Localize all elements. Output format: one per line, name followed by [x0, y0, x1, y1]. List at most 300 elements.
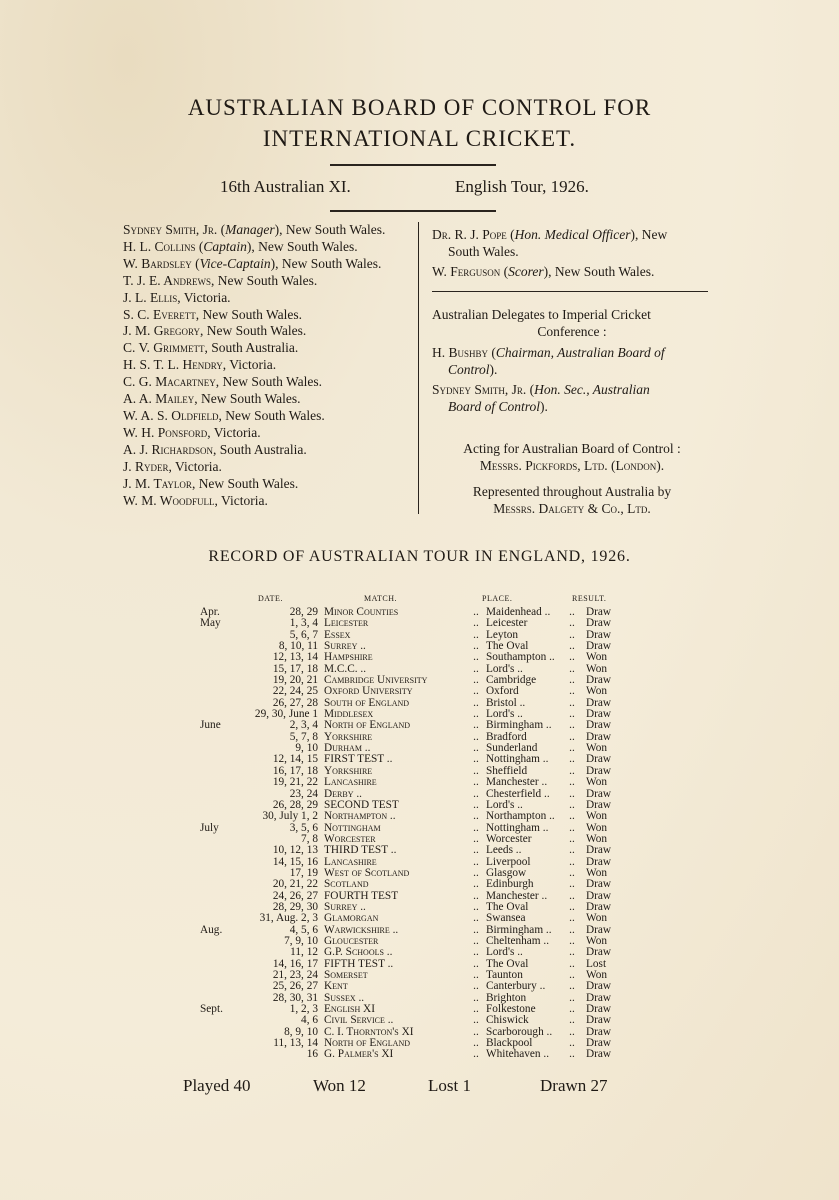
match-place: Liverpool — [486, 855, 531, 868]
leader-dots: .. — [473, 957, 479, 970]
match-result: Won — [586, 776, 608, 789]
match-result: Won — [586, 685, 608, 698]
match-place: Whitehaven .. — [486, 1048, 550, 1061]
match-opponent: FIRST TEST .. — [324, 753, 393, 766]
match-month — [200, 732, 244, 743]
match-opponent: Middlesex — [324, 708, 374, 721]
leader-dots: .. — [569, 742, 575, 755]
match-month — [200, 641, 244, 652]
leader-dots: .. — [473, 923, 479, 936]
match-place: Bristol .. — [486, 696, 526, 709]
match-result: Draw — [586, 923, 612, 936]
delegates-heading-a: Australian Delegates to Imperial Cricket — [432, 307, 651, 322]
leader-dots: .. — [569, 708, 575, 721]
match-opponent: Kent — [324, 980, 348, 993]
total-drawn: Drawn 27 — [540, 1076, 608, 1095]
match-result: Draw — [586, 606, 612, 618]
match-result: Draw — [586, 719, 612, 732]
leader-dots: .. — [473, 1025, 479, 1038]
match-month — [200, 1049, 244, 1060]
table-row — [200, 981, 636, 992]
match-place: Swansea — [486, 912, 526, 925]
match-result: Draw — [586, 708, 612, 721]
match-month — [200, 754, 244, 765]
match-result: Draw — [586, 878, 612, 891]
match-opponent: Durham .. — [324, 742, 371, 755]
match-month: Apr. — [200, 606, 220, 618]
match-result: Draw — [586, 1003, 612, 1016]
match-date: 8, 10, 11 — [278, 640, 318, 653]
match-opponent: FOURTH TEST — [324, 889, 399, 902]
delegate-smith: Sydney Smith, Jr. (Hon. Sec., Australian — [432, 382, 650, 397]
match-month — [200, 664, 244, 675]
match-date: 26, 27, 28 — [272, 696, 318, 709]
match-place: The Oval — [486, 957, 529, 970]
match-month — [200, 789, 244, 800]
total-played: Played 40 — [183, 1076, 251, 1095]
match-place: Canterbury .. — [486, 980, 546, 993]
match-date: 8, 9, 10 — [284, 1025, 318, 1038]
title-rule — [330, 164, 496, 166]
match-result: Draw — [586, 900, 612, 913]
match-place: Chesterfield .. — [486, 787, 550, 800]
leader-dots: .. — [569, 866, 575, 879]
match-result: Won — [586, 651, 608, 664]
match-date: 7, 8 — [301, 832, 318, 845]
leader-dots: .. — [569, 764, 575, 777]
roster-entry: J. M. Gregory, New South Wales. — [123, 323, 307, 339]
leader-dots: .. — [473, 855, 479, 868]
leader-dots: .. — [473, 798, 479, 811]
match-place: Edinburgh — [486, 878, 534, 891]
acting-block — [432, 440, 712, 517]
match-date: 21, 23, 24 — [272, 969, 318, 981]
match-date: 17, 19 — [289, 866, 318, 879]
match-opponent: South of England — [324, 696, 410, 709]
main-title — [0, 92, 839, 154]
match-place: Leeds .. — [486, 844, 522, 857]
leader-dots: .. — [473, 753, 479, 766]
leader-dots: .. — [569, 719, 575, 732]
table-row — [200, 777, 636, 788]
main-title-line-2: INTERNATIONAL CRICKET. — [262, 126, 577, 151]
match-date: 25, 26, 27 — [272, 980, 318, 993]
leader-dots: .. — [473, 719, 479, 732]
match-month: June — [200, 719, 221, 732]
leader-dots: .. — [569, 912, 575, 925]
match-month — [200, 800, 244, 811]
match-result: Won — [586, 662, 608, 675]
match-result: Draw — [586, 980, 612, 993]
roster-entry: H. S. T. L. Hendry, Victoria. — [123, 357, 277, 373]
match-place: Brighton — [486, 991, 527, 1004]
leader-dots: .. — [473, 832, 479, 845]
header-date: DATE. — [258, 594, 283, 603]
roster-entry: W. M. Woodfull, Victoria. — [123, 492, 268, 508]
match-opponent: Surrey .. — [324, 900, 366, 913]
match-date: 16 — [306, 1048, 318, 1061]
match-date: 3, 5, 6 — [289, 821, 318, 834]
leader-dots: .. — [569, 1025, 575, 1038]
match-opponent: Cambridge University — [324, 674, 428, 687]
leader-dots: .. — [569, 628, 575, 641]
leader-dots: .. — [473, 662, 479, 675]
match-opponent: Civil Service .. — [324, 1014, 394, 1027]
match-month — [200, 1015, 244, 1026]
match-result: Won — [586, 821, 608, 834]
match-result: Draw — [586, 628, 612, 641]
match-month — [200, 652, 244, 663]
match-place: Lord's .. — [486, 946, 523, 959]
leader-dots: .. — [473, 866, 479, 879]
match-place: Sheffield — [486, 764, 528, 777]
match-opponent: Minor Counties — [324, 606, 399, 618]
delegate-bushby: H. Bushby (Chairman, Australian Board of — [432, 345, 665, 360]
match-date: 12, 13, 14 — [272, 651, 318, 664]
match-month — [200, 777, 244, 788]
match-record-table — [200, 607, 636, 1061]
leader-dots: .. — [569, 889, 575, 902]
match-place: Lord's .. — [486, 798, 523, 811]
match-place: Chiswick — [486, 1014, 529, 1027]
match-opponent: English XI — [324, 1003, 375, 1016]
leader-dots: .. — [473, 821, 479, 834]
match-place: Folkestone — [486, 1003, 536, 1016]
match-date: 22, 24, 25 — [272, 685, 318, 698]
match-date: 16, 17, 18 — [272, 764, 318, 777]
match-place: Nottingham .. — [486, 821, 549, 834]
total-lost: Lost 1 — [428, 1076, 471, 1095]
match-date: 7, 9, 10 — [284, 934, 318, 947]
match-result: Draw — [586, 787, 612, 800]
match-month — [200, 845, 244, 856]
match-result: Won — [586, 866, 608, 879]
leader-dots: .. — [569, 900, 575, 913]
roster-entry: C. G. Macartney, New South Wales. — [123, 374, 322, 390]
header-match: MATCH. — [364, 594, 398, 603]
match-month: May — [200, 617, 221, 630]
match-place: Lord's .. — [486, 662, 523, 675]
header-result: RESULT. — [572, 594, 607, 603]
match-place: Leyton — [486, 628, 518, 641]
match-place: Nottingham .. — [486, 753, 549, 766]
match-place: The Oval — [486, 900, 529, 913]
match-result: Draw — [586, 855, 612, 868]
match-opponent: THIRD TEST .. — [324, 844, 397, 857]
match-result: Draw — [586, 674, 612, 687]
match-month — [200, 811, 244, 822]
leader-dots: .. — [473, 1014, 479, 1027]
leader-dots: .. — [569, 1003, 575, 1016]
leader-dots: .. — [569, 617, 575, 630]
match-month — [200, 857, 244, 868]
match-month — [200, 675, 244, 686]
match-month — [200, 766, 244, 777]
match-opponent: North of England — [324, 719, 411, 732]
leader-dots: .. — [473, 991, 479, 1004]
match-place: Manchester .. — [486, 776, 548, 789]
table-row — [200, 845, 636, 856]
match-result: Won — [586, 742, 608, 755]
match-month — [200, 936, 244, 947]
leader-dots: .. — [569, 832, 575, 845]
roster-entry: Sydney Smith, Jr. (Manager), New South Wales. — [123, 222, 386, 237]
leader-dots: .. — [473, 628, 479, 641]
match-month: Aug. — [200, 923, 223, 936]
roster-entry: J. L. Ellis, Victoria. — [123, 289, 231, 305]
match-result: Won — [586, 810, 608, 823]
leader-dots: .. — [473, 1003, 479, 1016]
match-opponent: Leicester — [324, 617, 369, 630]
match-place: Oxford — [486, 685, 519, 698]
match-result: Draw — [586, 1025, 612, 1038]
match-date: 26, 28, 29 — [272, 798, 318, 811]
match-opponent: West of Scotland — [324, 866, 410, 879]
roster-entry: J. M. Taylor, New South Wales. — [123, 475, 299, 491]
match-date: 30, July 1, 2 — [262, 810, 318, 823]
leader-dots: .. — [473, 810, 479, 823]
match-place: Lord's .. — [486, 708, 523, 721]
match-month — [200, 1038, 244, 1049]
roster-entry: W. A. S. Oldfield, New South Wales. — [123, 407, 325, 423]
delegates-block — [432, 306, 712, 415]
officials-rule — [432, 291, 708, 292]
match-result: Draw — [586, 798, 612, 811]
match-date: 28, 29 — [289, 606, 318, 618]
match-opponent: Oxford University — [324, 685, 413, 698]
match-month — [200, 981, 244, 992]
match-date: 11, 12 — [290, 946, 318, 959]
match-opponent: Lancashire — [324, 855, 377, 868]
leader-dots: .. — [569, 821, 575, 834]
match-date: 5, 7, 8 — [289, 730, 318, 743]
match-month — [200, 686, 244, 697]
match-place: Birmingham .. — [486, 719, 552, 732]
match-opponent: M.C.C. .. — [324, 662, 367, 675]
match-date: 15, 17, 18 — [272, 662, 318, 675]
match-result: Draw — [586, 991, 612, 1004]
leader-dots: .. — [473, 696, 479, 709]
match-result: Draw — [586, 640, 612, 653]
table-row — [200, 947, 636, 958]
leader-dots: .. — [569, 844, 575, 857]
leader-dots: .. — [569, 640, 575, 653]
leader-dots: .. — [473, 900, 479, 913]
match-date: 1, 2, 3 — [289, 1003, 318, 1016]
match-month: July — [200, 821, 219, 834]
leader-dots: .. — [473, 946, 479, 959]
match-date: 23, 24 — [289, 787, 318, 800]
match-month — [200, 891, 244, 902]
leader-dots: .. — [473, 742, 479, 755]
match-month — [200, 959, 244, 970]
match-date: 1, 3, 4 — [289, 617, 318, 630]
match-result: Won — [586, 832, 608, 845]
match-opponent: Yorkshire — [324, 764, 373, 777]
match-month — [200, 879, 244, 890]
match-opponent: Essex — [324, 628, 351, 641]
official-ferguson: W. Ferguson (Scorer), New South Wales. — [432, 264, 655, 279]
match-result: Draw — [586, 617, 612, 630]
match-date: 29, 30, June 1 — [254, 708, 318, 721]
leader-dots: .. — [473, 889, 479, 902]
match-date: 28, 29, 30 — [272, 900, 318, 913]
match-result: Draw — [586, 764, 612, 777]
match-date: 5, 6, 7 — [289, 628, 318, 641]
leader-dots: .. — [473, 1048, 479, 1061]
match-place: Bradford — [486, 730, 527, 743]
leader-dots: .. — [569, 878, 575, 891]
match-month: Sept. — [200, 1003, 223, 1016]
leader-dots: .. — [473, 787, 479, 800]
roster-entry: W. H. Ponsford, Victoria. — [123, 424, 261, 440]
roster-entry: S. C. Everett, New South Wales. — [123, 306, 303, 322]
match-result: Won — [586, 934, 608, 947]
match-place: Southampton .. — [486, 651, 555, 664]
table-row — [200, 879, 636, 890]
leader-dots: .. — [569, 753, 575, 766]
leader-dots: .. — [473, 617, 479, 630]
delegate-bushby-cont: Control). — [448, 362, 498, 377]
team-roster — [123, 222, 385, 509]
match-result: Draw — [586, 730, 612, 743]
leader-dots: .. — [473, 776, 479, 789]
match-month — [200, 913, 244, 924]
match-month — [200, 902, 244, 913]
leader-dots: .. — [569, 1037, 575, 1050]
leader-dots: .. — [473, 764, 479, 777]
match-date: 19, 20, 21 — [272, 674, 318, 687]
match-opponent: Northampton .. — [324, 810, 396, 823]
match-opponent: Surrey .. — [324, 640, 366, 653]
leader-dots: .. — [473, 878, 479, 891]
roster-entry: H. L. Collins (Captain), New South Wales. — [123, 238, 358, 254]
subtitle-rule — [330, 210, 496, 212]
leader-dots: .. — [569, 606, 575, 618]
official-pope: Dr. R. J. Pope (Hon. Medical Officer), New — [432, 227, 668, 242]
roster-entry: A. J. Richardson, South Australia. — [123, 441, 307, 457]
match-place: Taunton — [486, 969, 523, 981]
total-won: Won 12 — [313, 1076, 366, 1095]
leader-dots: .. — [569, 810, 575, 823]
officials-block — [432, 226, 712, 280]
leader-dots: .. — [473, 934, 479, 947]
leader-dots: .. — [569, 855, 575, 868]
match-result: Won — [586, 912, 608, 925]
match-opponent: Derby .. — [324, 787, 362, 800]
roster-entry: W. Bardsley (Vice-Captain), New South Wales. — [123, 255, 382, 271]
leader-dots: .. — [569, 1048, 575, 1061]
match-month — [200, 743, 244, 754]
leader-dots: .. — [473, 969, 479, 981]
match-month — [200, 630, 244, 641]
match-month — [200, 834, 244, 845]
match-opponent: G. Palmer's XI — [324, 1048, 394, 1061]
record-title: RECORD OF AUSTRALIAN TOUR IN ENGLAND, 1926. — [208, 548, 631, 565]
match-place: Manchester .. — [486, 889, 548, 902]
match-opponent: North of England — [324, 1037, 411, 1050]
match-opponent: Lancashire — [324, 776, 377, 789]
leader-dots: .. — [569, 991, 575, 1004]
match-result: Lost — [586, 957, 607, 970]
match-date: 9, 10 — [295, 742, 318, 755]
leader-dots: .. — [473, 651, 479, 664]
match-place: Leicester — [486, 617, 528, 630]
match-opponent: FIFTH TEST .. — [324, 957, 394, 970]
match-result: Draw — [586, 946, 612, 959]
leader-dots: .. — [473, 640, 479, 653]
leader-dots: .. — [569, 969, 575, 981]
leader-dots: .. — [569, 685, 575, 698]
match-result: Draw — [586, 753, 612, 766]
match-opponent: Somerset — [324, 969, 368, 981]
match-result: Draw — [586, 844, 612, 857]
match-opponent: Hampshire — [324, 651, 373, 664]
match-date: 12, 14, 15 — [272, 753, 318, 766]
header-place: PLACE. — [482, 594, 513, 603]
leader-dots: .. — [473, 674, 479, 687]
official-pope-state: South Wales. — [448, 244, 519, 259]
match-place: The Oval — [486, 640, 529, 653]
delegate-smith-cont: Board of Control). — [448, 399, 548, 414]
leader-dots: .. — [473, 980, 479, 993]
leader-dots: .. — [569, 674, 575, 687]
match-result: Draw — [586, 1014, 612, 1027]
match-opponent: G.P. Schools .. — [324, 946, 393, 959]
match-date: 31, Aug. 2, 3 — [259, 912, 318, 925]
match-place: Scarborough .. — [486, 1025, 553, 1038]
match-opponent: Gloucester — [324, 934, 379, 947]
leader-dots: .. — [569, 934, 575, 947]
match-date: 14, 16, 17 — [272, 957, 318, 970]
match-place: Northampton .. — [486, 810, 555, 823]
match-date: 11, 13, 14 — [273, 1037, 318, 1050]
match-date: 20, 21, 22 — [272, 878, 318, 891]
match-opponent: Worcester — [324, 832, 376, 845]
leader-dots: .. — [569, 1014, 575, 1027]
table-row — [200, 618, 636, 629]
tour-team: 16th Australian XI. — [220, 177, 351, 196]
delegates-heading-b: Conference : — [537, 324, 607, 339]
leader-dots: .. — [569, 957, 575, 970]
match-month — [200, 698, 244, 709]
leader-dots: .. — [569, 798, 575, 811]
match-place: Sunderland — [486, 742, 538, 755]
leader-dots: .. — [569, 776, 575, 789]
table-row — [200, 811, 636, 822]
main-title-line-1: AUSTRALIAN BOARD OF CONTROL FOR — [187, 95, 652, 120]
column-divider — [418, 222, 419, 514]
match-month — [200, 868, 244, 879]
leader-dots: .. — [569, 651, 575, 664]
match-place: Glasgow — [486, 866, 527, 879]
leader-dots: .. — [569, 787, 575, 800]
match-place: Worcester — [486, 832, 532, 845]
match-opponent: Scotland — [324, 878, 369, 891]
match-opponent: Warwickshire .. — [324, 923, 399, 936]
leader-dots: .. — [569, 730, 575, 743]
match-opponent: Sussex .. — [324, 991, 365, 1004]
match-opponent: Nottingham — [324, 821, 381, 834]
leader-dots: .. — [569, 946, 575, 959]
leader-dots: .. — [473, 730, 479, 743]
match-opponent: SECOND TEST — [324, 798, 399, 811]
acting-line-3: Represented throughout Australia by — [472, 484, 672, 499]
leader-dots: .. — [473, 708, 479, 721]
leader-dots: .. — [473, 1037, 479, 1050]
match-date: 19, 21, 22 — [272, 776, 318, 789]
match-date: 2, 3, 4 — [289, 719, 318, 732]
